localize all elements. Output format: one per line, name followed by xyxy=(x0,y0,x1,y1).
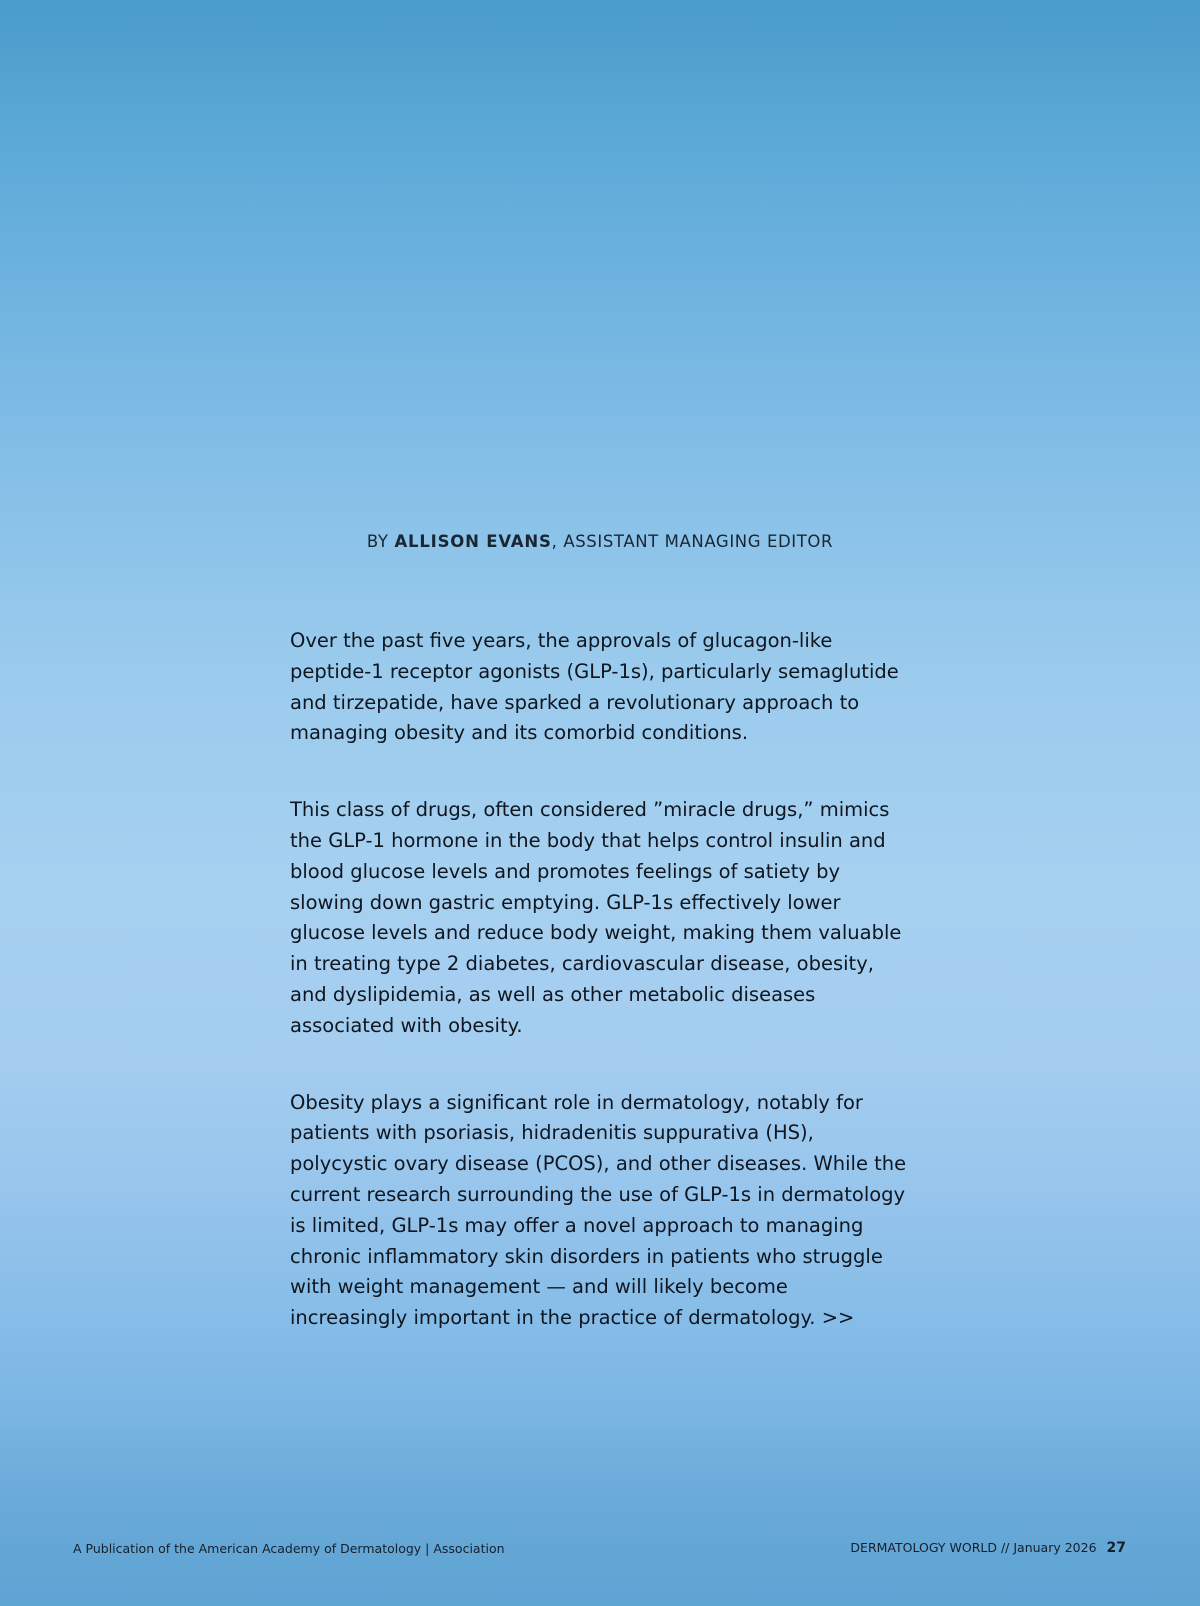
article-paragraph-3: Obesity plays a significant role in dermatology, notably for patients with psoriasis, hidradenitis suppurativa (HS), polycystic ovary disease (PCOS), and other diseases. While the current research surrounding the use of GLP-1s in dermatology is limited, GLP-1s may offer a novel approach to managing chronic inflammatory skin disorders in patients who struggle with weight management — and will likely become increasingly important in the practice of dermatology. >> xyxy=(290,1090,907,1330)
byline-author: ALLISON EVANS xyxy=(394,532,552,551)
page-number: 27 xyxy=(1106,1540,1126,1556)
article-body xyxy=(290,626,910,1380)
article-paragraph-1: Over the past five years, the approvals of glucagon-like peptide-1 receptor agonists (GLP-1s), particularly semaglutide and tirzepatide, have sparked a revolutionary approach to managing obesity and its comorbid conditions. xyxy=(290,629,899,745)
footer-issue-info xyxy=(850,1540,1126,1556)
byline xyxy=(0,530,1200,554)
byline-role: , ASSISTANT MANAGING EDITOR xyxy=(551,532,834,551)
footer-issue: DERMATOLOGY WORLD // January 2026 xyxy=(850,1540,1097,1555)
byline-prefix: BY xyxy=(366,532,389,551)
article-paragraph-2: This class of drugs, often considered ”miracle drugs,” mimics the GLP-1 hormone in the body that helps control insulin and blood glucose levels and promotes feelings of satiety by slowing down gastric emptying. GLP-1s effectively lower glucose levels and reduce body weight, making them valuable in treating type 2 diabetes, cardiovascular disease, obesity, and dyslipidemia, as well as other metabolic diseases associated with obesity. xyxy=(290,798,902,1037)
footer-publication: A Publication of the American Academy of Dermatology | Association xyxy=(73,1541,505,1556)
